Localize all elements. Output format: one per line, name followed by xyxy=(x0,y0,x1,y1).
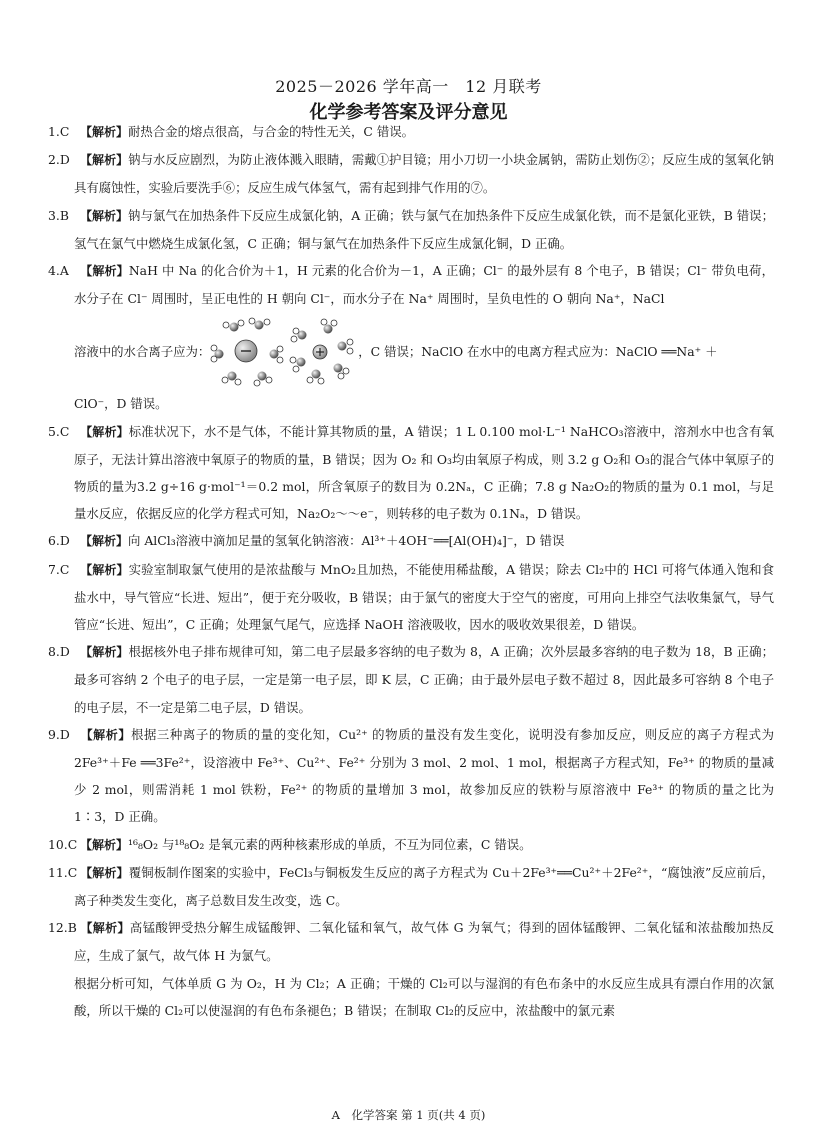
exam-title: 2025－2026 学年高一 12 月联考 xyxy=(275,77,542,96)
analysis-tag: 【解析】 xyxy=(80,562,129,577)
answer-item-6 xyxy=(48,527,774,555)
answer-item-2 xyxy=(48,146,774,201)
analysis-tag: 【解析】 xyxy=(80,424,129,439)
analysis-tag: 【解析】 xyxy=(80,837,129,852)
doc-title: 化学参考答案及评分意见 xyxy=(309,102,508,123)
answer-item-3 xyxy=(48,202,774,257)
answer-text: 根据核外电子排布规律可知，第二电子层最多容纳的电子数为 8，A 正确；次外层最多容纳的电子数为 18，B 正确；最多可容纳 2 个电子的电子层，一定是第一电子层，即 K 层，C 正确；由于最外层电子数不超过 8，因此最多可容纳 8 个电子的电子层，不一定是第二电子层，D 错误。 xyxy=(74,644,774,715)
answer-text-continued: ClO⁻，D 错误。 xyxy=(74,396,168,412)
answer-item-9 xyxy=(48,721,774,831)
answer-number: 1.C xyxy=(48,124,70,139)
answer-item-5 xyxy=(48,418,774,528)
analysis-tag: 【解析】 xyxy=(80,125,129,139)
answer-item-12 xyxy=(48,914,774,969)
answer-text: 根据三种离子的物质的量的变化知，Cu²⁺ 的物质的量没有发生变化，说明没有参加反应，则反应的离子方程式为 2Fe³⁺＋Fe ══3Fe²⁺，设溶液中 Fe³⁺、Cu²⁺、Fe²⁺ 分别为 3 mol、2 mol、1 mol，根据离子方程式知，Fe³⁺ 的物质的量减少 2 mol，则需消耗 1 mol 铁粉，Fe²⁺ 的物质的量增加 3 mol，故参加反应的铁粉与原溶液中 Fe³⁺ 的物质的量之比为 1∶3，D 正确。 xyxy=(74,726,774,825)
answer-item-1 xyxy=(48,118,774,146)
answer-list xyxy=(48,118,774,1024)
sodium-hydrated-ion-icon xyxy=(290,319,353,384)
answer-item-10 xyxy=(48,831,774,859)
chloride-hydrated-ion-icon xyxy=(211,318,283,386)
analysis-tag: 【解析】 xyxy=(80,645,129,660)
hydrated-ions-figure xyxy=(210,314,358,388)
answer-text: 高锰酸钾受热分解生成锰酸钾、二氧化锰和氧气，故气体 G 为氧气；得到的固体锰酸钾、二氧化锰和浓盐酸加热反应，生成了氯气，故气体 H 为氯气。 xyxy=(74,920,774,964)
answer-text: 覆铜板制作图案的实验中，FeCl₃与铜板发生反应的离子方程式为 Cu＋2Fe³⁺══Cu²⁺＋2Fe²⁺，“腐蚀液”反应前后，离子种类发生变化，离子总数目发生改变，选 C。 xyxy=(74,864,774,909)
answer-number: 8.D xyxy=(48,644,70,660)
hydrated-ion-line xyxy=(48,312,774,390)
answer-text: ，C 错误；NaClO 在水中的电离方程式应为：NaClO ══Na⁺ ＋ xyxy=(358,343,718,359)
analysis-tag: 【解析】 xyxy=(80,727,131,742)
answer-text: 实验室制取氯气使用的是浓盐酸与 MnO₂且加热，不能使用稀盐酸，A 错误；除去 Cl₂中的 HCl 可将气体通入饱和食盐水中，导气管应“长进、短出”，便于充分吸收，B 错误；由于氯气的密度大于空气的密度，可用向上排空气法收集氯气，导气管应“长进、短出”，C 正确；处理氯气尾气，应选择 NaOH 溶液吸收，因水的吸收效果很差，D 错误。 xyxy=(74,561,774,633)
answer-number: 6.D xyxy=(48,533,70,549)
answer-number: 7.C xyxy=(48,561,70,577)
analysis-tag: 【解析】 xyxy=(80,153,129,168)
answer-text: 溶液中的水合离子应为： xyxy=(74,343,211,359)
answer-text: 标准状况下，水不是气体，不能计算其物质的量，A 错误；1 L 0.100 mol·L⁻¹ NaHCO₃溶液中，溶剂水中也含有氧原子，无法计算出溶液中氧原子的物质的量，B 错误；因为 O₂ 和 O₃均由氧原子构成，则 3.2 g O₂和 O₃的混合气体中氧原子的物质的量为3.2 g÷16 g·mol⁻¹＝0.2 mol，所含氧原子的数目为 0.2Nₐ，C 正确；7.8 g Na₂O₂的物质的量为 0.1 mol，与足量水反应，依据反应的化学方程式可知，Na₂O₂～～e⁻，则转移的电子数为 0.1Nₐ，D 错误。 xyxy=(74,423,774,522)
answer-number: 3.B xyxy=(48,207,69,223)
analysis-tag: 【解析】 xyxy=(80,264,129,279)
answer-number: 4.A xyxy=(48,263,69,279)
answer-number: 5.C xyxy=(48,423,70,439)
analysis-tag: 【解析】 xyxy=(80,865,129,880)
answer-item-7 xyxy=(48,556,774,639)
answer-item-4 xyxy=(48,257,774,312)
analysis-tag: 【解析】 xyxy=(80,208,129,223)
answer-item-11 xyxy=(48,859,774,914)
answer-text: NaH 中 Na 的化合价为＋1，H 元素的化合价为－1，A 正确；Cl⁻ 的最外层有 8 个电子，B 错误；Cl⁻ 带负电荷，水分子在 Cl⁻ 周围时，呈正电性的 H 朝向 Cl⁻，而水分子在 Na⁺ 周围时，呈负电性的 O 朝向 Na⁺，NaCl xyxy=(74,263,774,307)
answer-text: 耐热合金的熔点很高，与合金的特性无关，C 错误。 xyxy=(128,124,415,139)
answer-text: 向 AlCl₃溶液中滴加足量的氢氧化钠溶液：Al³⁺＋4OH⁻══[Al(OH)₄]⁻，D 错误 xyxy=(128,533,565,549)
page-footer: A 化学答案 第 1 页(共 4 页) xyxy=(331,1108,486,1122)
answer-text: 钠与氯气在加热条件下反应生成氯化钠，A 正确；铁与氯气在加热条件下反应生成氯化铁，而不是氯化亚铁，B 错误；氢气在氯气中燃烧生成氯化氢，C 正确；铜与氯气在加热条件下反应生成氯化铜，D 正确。 xyxy=(74,207,774,251)
answer-number: 9.D xyxy=(48,726,70,742)
answer-item-8 xyxy=(48,638,774,721)
answer-number: 12.B xyxy=(48,920,77,936)
answer-text: ¹⁶₈O₂ 与¹⁸₈O₂ 是氧元素的两种核素形成的单质，不互为同位素，C 错误。 xyxy=(128,836,532,852)
answer-number: 11.C xyxy=(48,864,78,880)
answer-number: 10.C xyxy=(48,836,78,852)
answer-text-continued: 根据分析可知，气体单质 G 为 O₂，H 为 Cl₂；A 正确；干燥的 Cl₂可以与湿润的有色布条中的水反应生成具有漂白作用的次氯酸，所以干燥的 Cl₂可以使湿润的有色布条褪色；B 错误；在制取 Cl₂的反应中，浓盐酸中的氯元素 xyxy=(74,975,774,1018)
answer-number: 2.D xyxy=(48,152,70,168)
analysis-tag: 【解析】 xyxy=(80,921,130,936)
answer-text: 钠与水反应剧烈，为防止液体溅入眼睛，需戴①护目镜；用小刀切一小块金属钠，需防止划伤②；反应生成的氢氧化钠具有腐蚀性，实验后要洗手⑥；反应生成气体氢气，需有起到排气作用的⑦。 xyxy=(74,152,774,196)
analysis-tag: 【解析】 xyxy=(80,534,129,549)
